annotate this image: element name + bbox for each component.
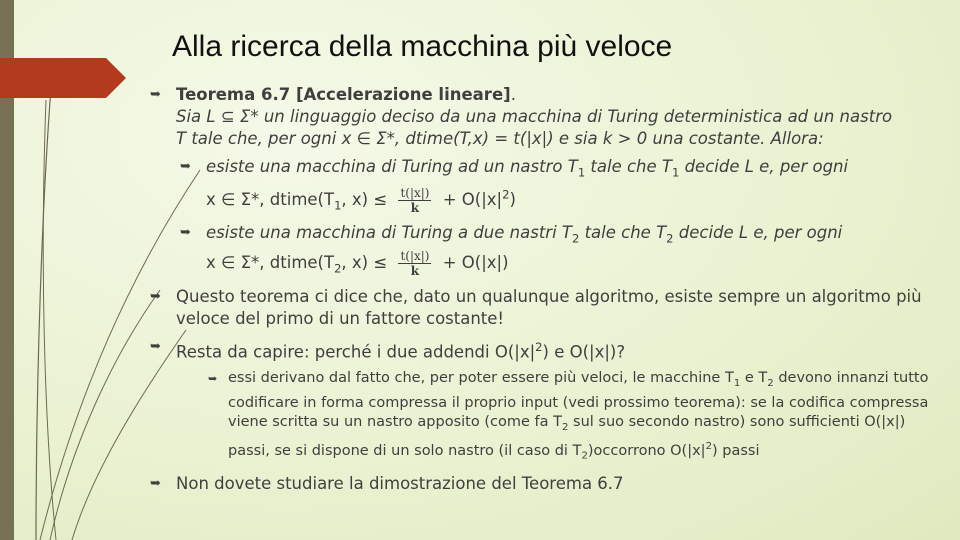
sub2-text-a: esiste una macchina di Turing a due nastri T — [206, 223, 572, 243]
right-arrow-bullet-icon: ➥ — [150, 288, 161, 304]
theorem-label-end: . — [510, 85, 516, 104]
fraction-1 — [398, 186, 431, 215]
bullet-addends-question — [150, 336, 940, 364]
expl-sub-d: 2 — [581, 451, 588, 463]
sub-bullet-explanation — [208, 369, 940, 467]
expl-text-e: )occorrono O(|x| — [587, 443, 706, 460]
sub2-sub-b: 2 — [666, 231, 674, 246]
fraction2-denominator: k — [410, 264, 420, 279]
expl-text-b: e T — [740, 370, 768, 387]
bullet3-text-a: Resta da capire: perché i due addendi O(|x| — [176, 342, 536, 362]
formula-1 — [206, 185, 516, 215]
expl-sub-c: 2 — [561, 421, 569, 433]
fraction-2 — [398, 249, 431, 278]
sub-bullet-one-tape — [180, 156, 940, 216]
slide-title: Alla ricerca della macchina più veloce — [172, 30, 673, 63]
expl-sub-b: 2 — [767, 378, 774, 390]
fraction1-numerator: t(|x|) — [400, 185, 430, 200]
expl-sup: 2 — [705, 441, 713, 453]
bullet4-text: Non dovete studiare la dimostrazione del Teorema 6.7 — [176, 473, 624, 493]
sub1-sub-a: 1 — [577, 165, 586, 180]
formula2-a: x ∈ Σ*, dtime(T — [206, 253, 335, 273]
bullet-faster-algorithm — [150, 286, 940, 330]
formula1-a: x ∈ Σ*, dtime(T — [206, 189, 335, 209]
formula1-sup: 2 — [502, 187, 510, 202]
bullet3-sup: 2 — [535, 339, 543, 354]
red-title-tab — [0, 58, 126, 98]
formula1-c: + O(|x| — [442, 189, 503, 209]
sub1-text-a: esiste una macchina di Turing ad un nastro T — [206, 157, 578, 176]
right-arrow-bullet-icon: ➥ — [150, 338, 161, 354]
formula1-sub: 1 — [334, 198, 342, 213]
formula1-d: ) — [509, 189, 516, 209]
right-arrow-bullet-icon: ➥ — [180, 225, 191, 241]
right-arrow-bullet-icon: ➥ — [208, 372, 218, 386]
bullet3-text-b: ) e O(|x|)? — [542, 342, 626, 362]
theorem-line-1: Sia L ⊆ Σ* un linguaggio deciso da una macchina di Turing deterministica ad un nastro — [176, 107, 893, 126]
bullet-theorem — [150, 84, 940, 150]
theorem-line-2: T tale che, per ogni x ∈ Σ*, dtime(T,x) = t(|x|) e sia k > 0 una costante. Allora: — [176, 129, 824, 148]
sub2-sub-a: 2 — [571, 231, 580, 246]
expl-text-c: devono innanzi tutto codificare in forma compressa il proprio input (vedi prossimo teorema): se la codifica compressa viene scritta su un nastro apposito (come fa T — [228, 370, 929, 431]
formula2-b: , x) ≤ — [341, 253, 388, 273]
expl-text-a: essi derivano dal fatto che, per poter essere più veloci, le macchine T — [228, 370, 734, 387]
bullet-no-proof — [150, 473, 940, 495]
expl-text-f: ) passi — [712, 443, 760, 460]
right-arrow-bullet-icon: ➥ — [150, 475, 161, 491]
sub1-text-c: decide L e, per ogni — [679, 157, 849, 176]
sub1-sub-b: 1 — [671, 165, 680, 180]
formula1-b: , x) ≤ — [341, 189, 388, 209]
right-arrow-bullet-icon: ➥ — [150, 87, 161, 102]
fraction1-denominator: k — [410, 200, 420, 215]
formula2-c: + O(|x|) — [442, 253, 509, 273]
formula2-sub: 2 — [334, 261, 342, 276]
fraction2-numerator: t(|x|) — [400, 249, 430, 264]
expl-sub-a: 1 — [733, 378, 741, 390]
sub2-text-c: decide L e, per ogni — [673, 223, 843, 243]
formula-2 — [206, 249, 509, 279]
slide-content — [150, 84, 940, 495]
theorem-label: Teorema 6.7 [Accelerazione lineare] — [176, 85, 511, 104]
right-arrow-bullet-icon: ➥ — [180, 159, 191, 174]
sub-bullet-two-tapes — [180, 222, 940, 280]
expl-text-d: sul suo secondo nastro) sono sufficienti O(|x|) passi, se si dispone di un solo nastro (il caso di T — [228, 414, 906, 460]
sub2-text-b: tale che T — [579, 223, 667, 243]
sub1-text-b: tale che T — [585, 157, 672, 176]
bullet2-text: Questo teorema ci dice che, dato un qualunque algoritmo, esiste sempre un algoritmo più veloce del primo di un fattore costante! — [176, 286, 922, 328]
